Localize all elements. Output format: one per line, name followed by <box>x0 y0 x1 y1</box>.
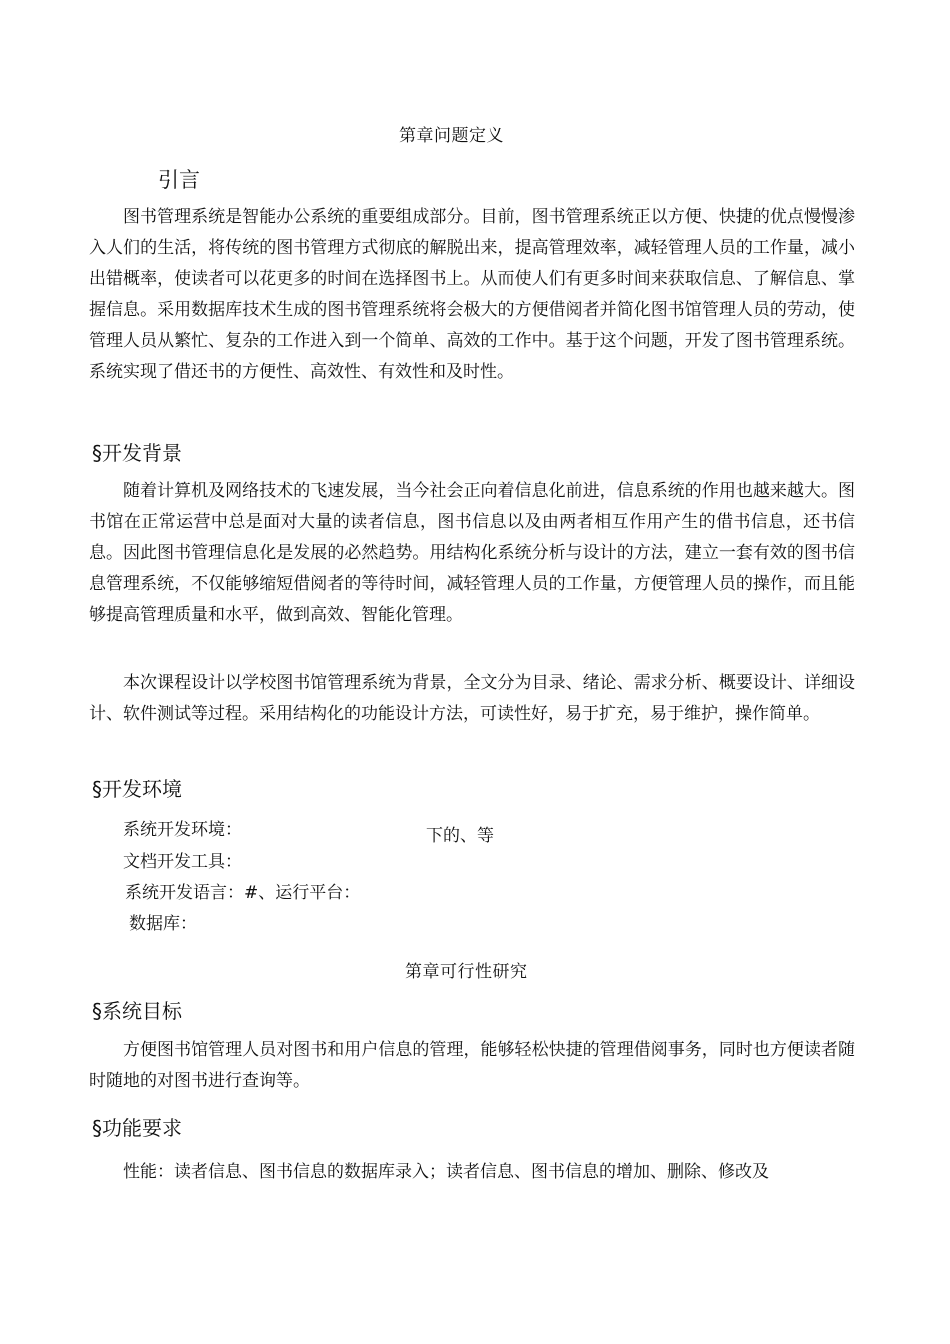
environment-heading: §开发环境 <box>92 777 182 801</box>
env-line-system: 系统开发环境： <box>123 820 242 840</box>
background-heading: §开发背景 <box>92 441 182 465</box>
chapter-1-title: 第章问题定义 <box>399 126 504 146</box>
chapter-2-title: 第章可行性研究 <box>405 962 528 982</box>
background-paragraph-2: 本次课程设计以学校图书馆管理系统为背景，全文分为目录、绪论、需求分析、概要设计、详细设计、软件测试等过程。采用结构化的功能设计方法，可读性好，易于扩充，易于维护，操作简单。 <box>89 673 855 724</box>
background-paragraph-1: 随着计算机及网络技术的飞速发展，当今社会正向着信息化前进，信息系统的作用也越来越大。图书馆在正常运营中总是面对大量的读者信息，图书信息以及由两者相互作用产生的借书信息，还书信息。因此图书管理信息化是发展的必然趋势。用结构化系统分析与设计的方法，建立一套有效的图书信息管理系统，不仅能够缩短借阅者的等待时间，减轻管理人员的工作量，方便管理人员的操作，而且能够提高管理质量和水平，做到高效、智能化管理。 <box>89 481 855 625</box>
intro-paragraph: 图书管理系统是智能办公系统的重要组成部分。目前，图书管理系统正以方便、快捷的优点慢慢渗入人们的生活，将传统的图书管理方式彻底的解脱出来，提高管理效率，减轻管理人员的工作量，减小出错概率，使读者可以花更多的时间在选择图书上。从而使人们有更多时间来获取信息、了解信息、掌握信息。采用数据库技术生成的图书管理系统将会极大的方便借阅者并简化图书馆管理人员的劳动，使管理人员从繁忙、复杂的工作进入到一个简单、高效的工作中。基于这个问题，开发了图书管理系统。系统实现了借还书的方便性、高效性、有效性和及时性。 <box>89 207 855 382</box>
function-paragraph: 性能：读者信息、图书信息的数据库录入；读者信息、图书信息的增加、删除、修改及 <box>123 1162 769 1182</box>
env-line-system-tail: 下的、等 <box>426 826 494 846</box>
goal-heading: §系统目标 <box>92 999 182 1023</box>
goal-paragraph: 方便图书馆管理人员对图书和用户信息的管理，能够轻松快捷的管理借阅事务，同时也方便读者随时随地的对图书进行查询等。 <box>89 1040 855 1091</box>
intro-heading: 引言 <box>158 168 200 192</box>
env-line-language: 系统开发语言：#、运行平台： <box>125 883 361 903</box>
function-heading: §功能要求 <box>92 1116 182 1140</box>
env-line-docs: 文档开发工具： <box>123 852 242 872</box>
env-line-database: 数据库： <box>129 914 197 934</box>
